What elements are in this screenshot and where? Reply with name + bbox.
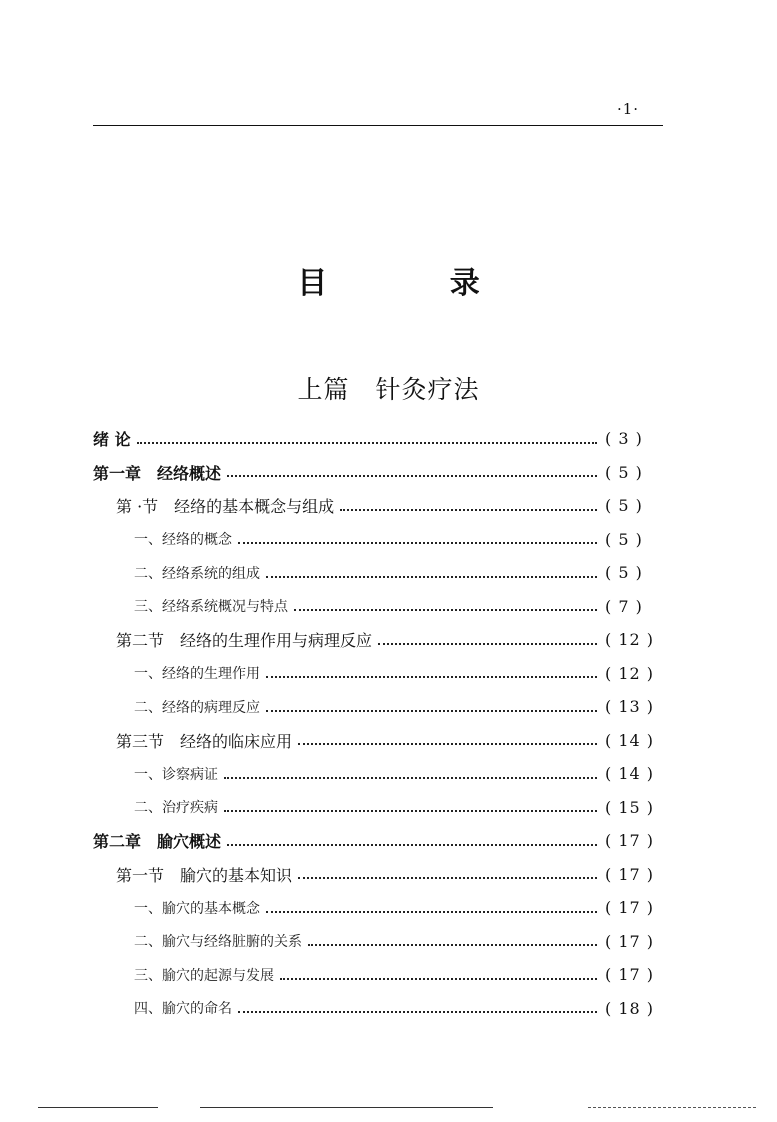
dot-leader [227, 459, 597, 477]
toc-entry[interactable] [0, 556, 777, 590]
toc-entry-page: ( 18 ) [605, 998, 655, 1018]
toc-entry[interactable] [0, 958, 777, 992]
dot-leader [224, 794, 597, 812]
toc-entry-label: 一、经络的概念 [134, 532, 232, 549]
toc-entry-label: 四、腧穴的命名 [134, 1001, 232, 1018]
dot-leader [238, 995, 597, 1013]
toc-entry[interactable] [0, 422, 777, 456]
toc-entry-page: ( 14 ) [605, 764, 655, 784]
footer-rule [38, 1107, 158, 1108]
dot-leader [294, 593, 597, 611]
toc-entry-page: ( 3 ) [605, 429, 643, 449]
toc-entry-page: ( 17 ) [605, 831, 655, 851]
toc-entry-page: ( 5 ) [605, 462, 643, 482]
toc-entry-page: ( 14 ) [605, 730, 655, 750]
toc-entry[interactable] [0, 657, 777, 691]
toc-entry-label: 第一节 腧穴的基本知识 [116, 865, 293, 885]
footer-rule [200, 1107, 493, 1108]
toc-entry-page: ( 12 ) [605, 663, 655, 683]
dot-leader [378, 627, 597, 645]
toc-entry-label: 一、经络的生理作用 [134, 666, 260, 683]
toc-entry-page: ( 17 ) [605, 931, 655, 951]
footer-rule [588, 1107, 756, 1108]
toc-entry-label: 第二节 经络的生理作用与病理反应 [116, 631, 373, 651]
toc-entry[interactable] [0, 456, 777, 490]
toc-entry-label: 三、腧穴的起源与发展 [134, 967, 274, 984]
toc-entry-page: ( 5 ) [605, 496, 643, 516]
page-number: ·1· [616, 100, 640, 118]
dot-leader [227, 828, 597, 846]
toc-entry[interactable] [0, 690, 777, 724]
toc-entry-page: ( 13 ) [605, 697, 655, 717]
toc-entry[interactable] [0, 757, 777, 791]
toc-entry-page: ( 15 ) [605, 797, 655, 817]
toc-entry-label: 第 ·节 经络的基本概念与组成 [116, 497, 335, 517]
dot-leader [224, 761, 597, 779]
toc-entry-page: ( 5 ) [605, 529, 643, 549]
dot-leader [298, 727, 597, 745]
toc-entry-page: ( 7 ) [605, 596, 643, 616]
toc-entry-label: 一、诊察病证 [134, 766, 218, 783]
header-rule [93, 125, 663, 126]
toc-entry-page: ( 12 ) [605, 630, 655, 650]
toc-entry-page: ( 17 ) [605, 898, 655, 918]
toc-entry[interactable] [0, 489, 777, 523]
toc-entry-label: 二、腧穴与经络脏腑的关系 [134, 934, 302, 951]
toc-entry[interactable] [0, 791, 777, 825]
dot-leader [340, 493, 597, 511]
dot-leader [137, 426, 597, 444]
dot-leader [266, 560, 597, 578]
toc-entry-page: ( 17 ) [605, 965, 655, 985]
toc-entry-page: ( 5 ) [605, 563, 643, 583]
dot-leader [266, 660, 597, 678]
toc-entry-label: 二、治疗疾病 [134, 800, 218, 817]
table-of-contents [0, 422, 777, 1042]
dot-leader [266, 694, 597, 712]
toc-entry-label: 三、经络系统概况与特点 [134, 599, 288, 616]
toc-entry-label: 绪 论 [93, 430, 131, 450]
toc-entry[interactable] [0, 523, 777, 557]
toc-entry-label: 第三节 经络的临床应用 [116, 731, 293, 751]
toc-entry[interactable] [0, 891, 777, 925]
dot-leader [298, 861, 597, 879]
toc-entry-page: ( 17 ) [605, 864, 655, 884]
dot-leader [280, 962, 597, 980]
toc-entry[interactable] [0, 590, 777, 624]
toc-entry-label: 二、经络的病理反应 [134, 699, 260, 716]
toc-entry[interactable] [0, 925, 777, 959]
toc-entry-label: 第二章 腧穴概述 [93, 832, 222, 852]
page-title: 目 录 [297, 266, 536, 301]
toc-entry-label: 二、经络系统的组成 [134, 565, 260, 582]
toc-entry[interactable] [0, 992, 777, 1026]
dot-leader [238, 526, 597, 544]
toc-entry[interactable] [0, 724, 777, 758]
part-title: 上篇 针灸疗法 [297, 375, 480, 404]
toc-entry[interactable] [0, 824, 777, 858]
dot-leader [266, 895, 597, 913]
dot-leader [308, 928, 597, 946]
toc-entry-label: 一、腧穴的基本概念 [134, 900, 260, 917]
toc-entry[interactable] [0, 858, 777, 892]
toc-entry[interactable] [0, 623, 777, 657]
toc-entry-label: 第一章 经络概述 [93, 463, 222, 483]
